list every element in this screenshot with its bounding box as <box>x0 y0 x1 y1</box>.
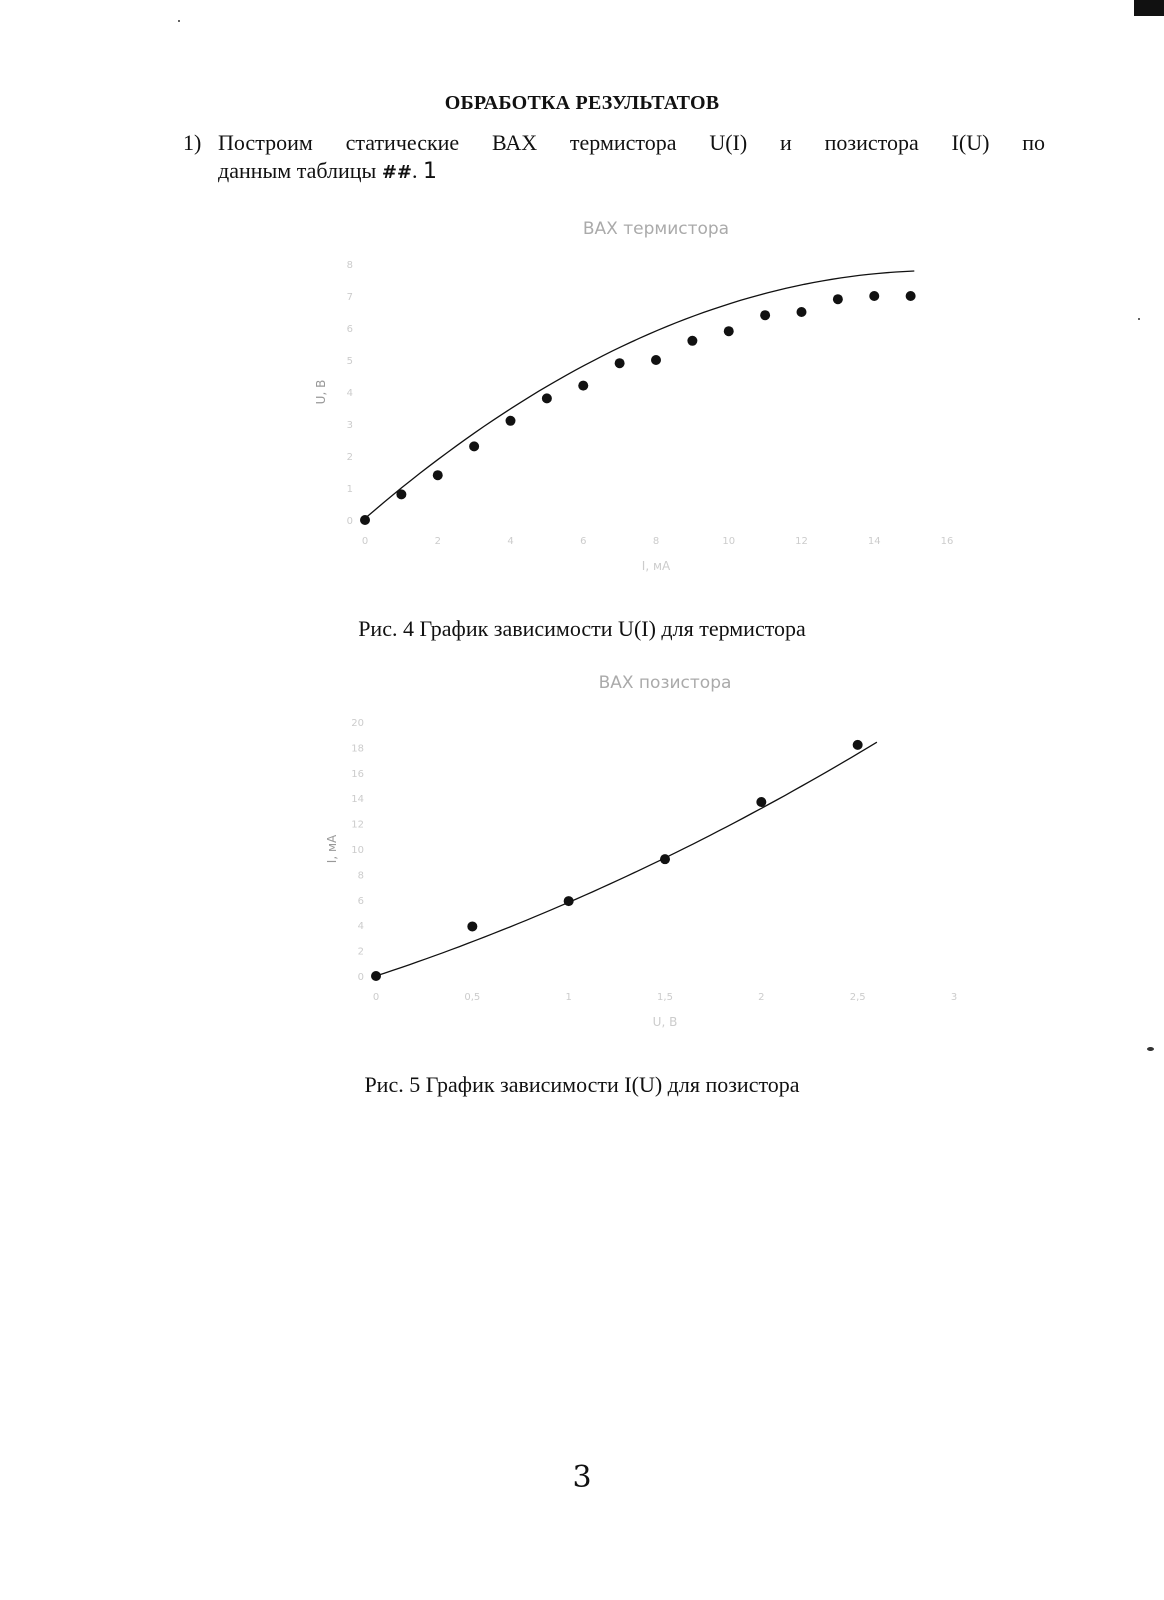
section-heading: ОБРАБОТКА РЕЗУЛЬТАТОВ <box>444 92 720 114</box>
y-tick-label: 6 <box>346 324 353 335</box>
y-tick-label: 18 <box>351 743 364 755</box>
x-tick-label: 2 <box>758 992 765 1003</box>
figure-4-caption: Рис. 4 График зависимости U(I) для термистора <box>358 616 806 641</box>
x-tick-label: 14 <box>867 536 881 547</box>
y-tick-label: 4 <box>357 921 364 933</box>
x-tick-label: 0,5 <box>464 992 481 1003</box>
y-tick-label: 0 <box>346 516 353 527</box>
intro-line-2-text: данным таблицы <box>218 158 382 183</box>
scan-speck <box>178 20 180 22</box>
y-axis-label: I, мА <box>325 834 339 864</box>
x-tick-label: 16 <box>940 536 954 547</box>
y-tick-label: 2 <box>346 452 353 463</box>
y-tick-label: 10 <box>351 845 364 856</box>
chart-title: ВАХ позистора <box>598 673 732 693</box>
y-tick-label: 6 <box>357 895 364 907</box>
y-tick-label: 1 <box>346 484 353 495</box>
y-tick-label: 3 <box>346 420 353 431</box>
page-number: 3 <box>572 1460 592 1495</box>
x-axis-label: I, мА <box>641 559 671 573</box>
trendline <box>376 742 877 976</box>
scan-speck <box>1138 318 1140 320</box>
data-point <box>660 854 670 864</box>
x-tick-label: 6 <box>580 536 587 547</box>
data-point <box>564 896 574 906</box>
x-tick-label: 3 <box>950 992 958 1003</box>
data-point <box>853 740 863 750</box>
y-tick-label: 5 <box>346 356 353 367</box>
x-tick-label: 0 <box>372 992 380 1003</box>
y-tick-label: 2 <box>357 946 364 958</box>
y-tick-label: 4 <box>346 388 353 399</box>
data-point <box>467 921 477 931</box>
scribbled-out-text: ## <box>381 162 412 183</box>
x-tick-label: 12 <box>795 536 808 547</box>
y-tick-label: 20 <box>351 718 364 729</box>
y-tick-label: 0 <box>357 972 364 983</box>
x-tick-label: 10 <box>722 536 736 547</box>
figure-5-caption: Рис. 5 График зависимости I(U) для позистора <box>364 1072 800 1097</box>
y-tick-label: 14 <box>351 794 364 806</box>
y-tick-label: 16 <box>351 768 364 780</box>
y-tick-label: 7 <box>346 292 353 303</box>
x-tick-label: 8 <box>652 536 660 547</box>
y-tick-label: 12 <box>351 819 364 831</box>
x-axis-label: U, В <box>652 1015 678 1029</box>
scan-speck <box>1147 1047 1154 1051</box>
y-axis-label: U, В <box>314 379 328 405</box>
y-tick-label: 8 <box>357 870 364 882</box>
data-point <box>756 797 766 807</box>
y-tick-label: 8 <box>346 260 353 271</box>
x-tick-label: 2 <box>434 536 441 547</box>
intro-line-2-period: . <box>411 158 423 183</box>
x-tick-label: 1 <box>565 992 572 1003</box>
item-number: 1) <box>183 130 202 155</box>
handwritten-table-number: 1 <box>422 159 437 184</box>
x-tick-label: 4 <box>507 536 514 547</box>
chart-title: ВАХ термистора <box>582 219 730 239</box>
x-tick-label: 0 <box>361 536 369 547</box>
intro-line-1: Построим статические ВАХ термистора U(I) и позистора I(U) по <box>218 130 1045 155</box>
x-tick-label: 2,5 <box>849 992 866 1003</box>
x-tick-label: 1,5 <box>657 992 673 1003</box>
data-point <box>371 971 381 981</box>
